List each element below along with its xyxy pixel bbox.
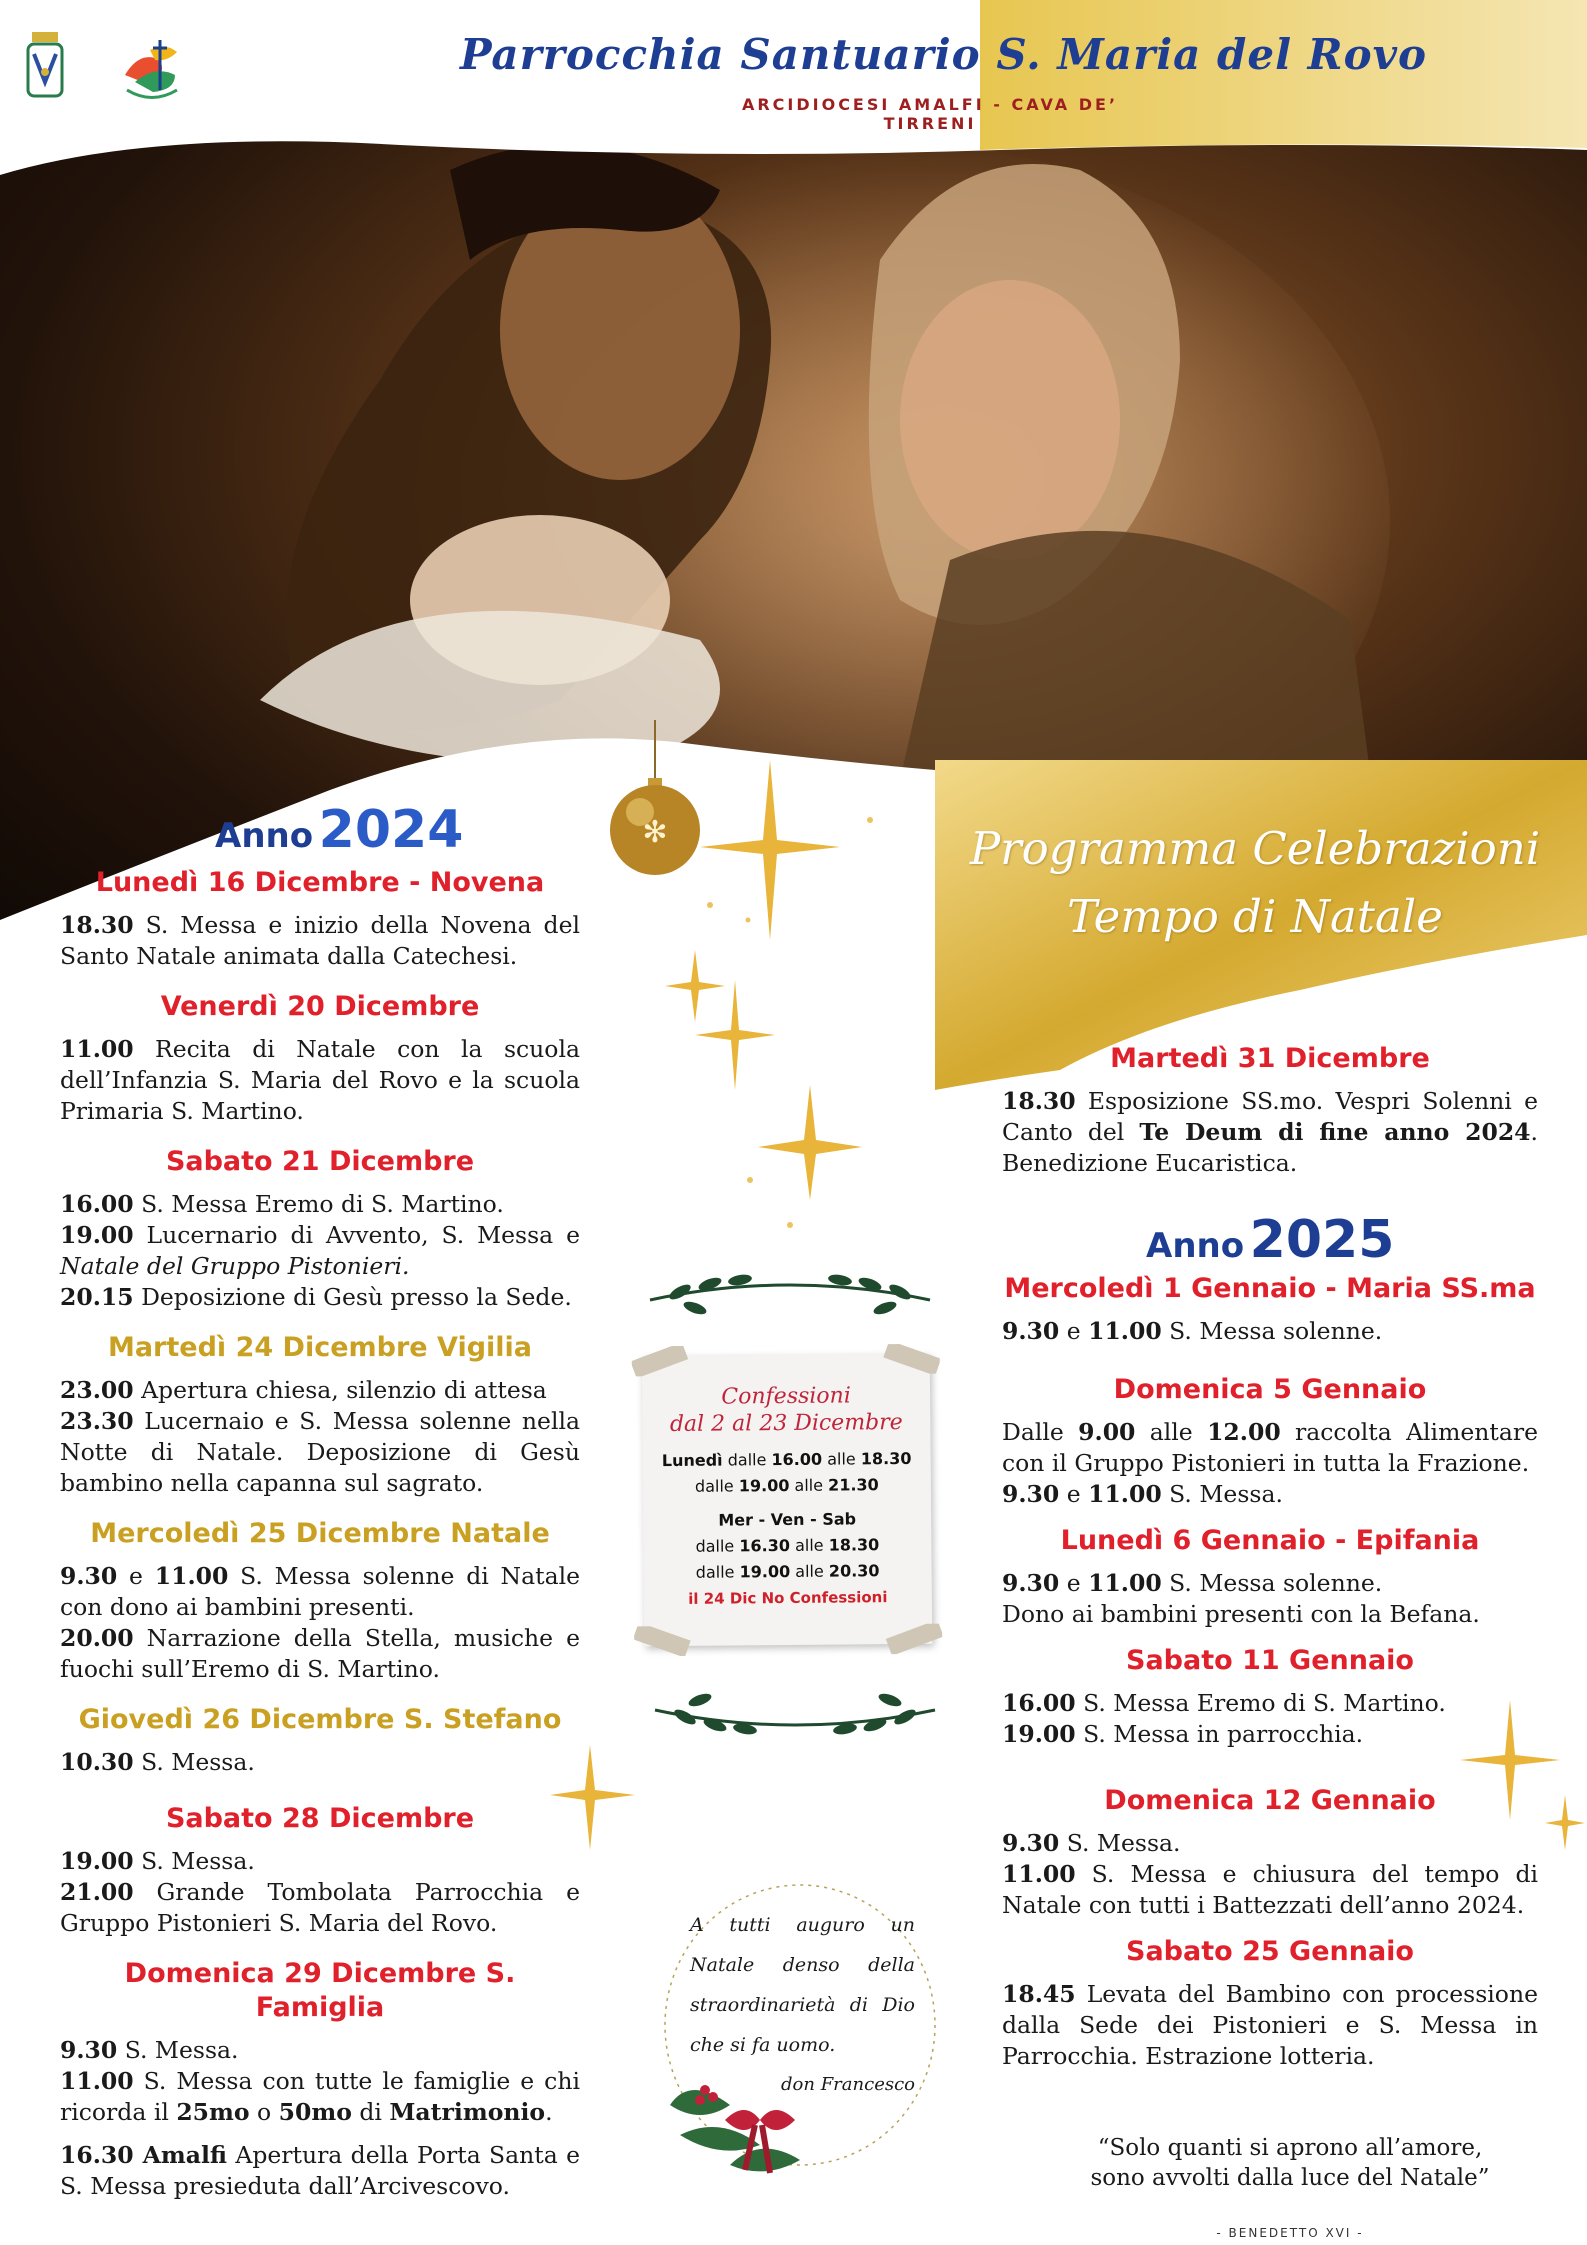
event-text: S. Messa e inizio della Novena del Santo Natale animata dalla Catechesi. [60,911,580,970]
wreath-signature: don Francesco [781,2074,915,2095]
parish-title: Parrocchia Santuario S. Maria del Rovo [459,30,1428,79]
star-icon [550,1745,640,1855]
event-body [1002,1828,1538,1921]
word-dalle: dalle [727,1450,767,1470]
event-time: 9.30 [60,1562,118,1590]
event-time: 11.00 [1088,1317,1162,1345]
event-time: 19.00 [60,1847,134,1875]
event-text: S. Messa Eremo di S. Martino. [1075,1689,1446,1717]
event-heading: Mercoledì 1 Gennaio - Maria SS.ma [1004,1273,1536,1304]
event-text: Lucernario di Avvento, S. Messa e [133,1221,580,1249]
event-text-bold: Amalfi [133,2141,227,2169]
wreath-message-text: A tutti auguro un Natale denso della straordinarietà di Dio che si fa uomo. [690,1914,915,2056]
event-heading: Martedì 24 Dicembre Vigilia [107,1332,533,1363]
event-text: Apertura della Porta Santa e S. Messa presieduta dall’Arcivescovo. [60,2141,580,2200]
tape-icon [882,1624,942,1655]
event-body [60,1747,580,1778]
event-time: 11.00 [60,2067,134,2095]
event-heading: Lunedì 16 Dicembre - Novena [95,867,545,898]
olive-branch-icon [640,1270,940,1325]
event-text: . [545,2098,553,2126]
event-time: 9.30 [60,2036,118,2064]
event-time: 9.30 [1002,1829,1060,1857]
event-text: S. Messa. [1059,1829,1181,1857]
event-body [1002,1688,1538,1750]
event-heading: Domenica 12 Gennaio [1104,1785,1436,1816]
event-text: S. Messa solenne di Natale con dono ai bambini presenti. [60,1562,580,1621]
year-word: Anno [215,816,314,856]
confession-monday-row-2 [643,1472,931,1501]
confession-note: il 24 Dic No Confessioni [688,1588,888,1608]
time-from: 16.00 [771,1449,823,1470]
event-time: 9.00 [1078,1418,1136,1446]
event-text: Lucernaio e S. Messa solenne nella Notte di Natale. Deposizione di Gesù bambino nella capanna sul sagrato. [60,1407,580,1497]
event-text: S. Messa. [117,2036,239,2064]
time-to: 20.30 [828,1561,880,1581]
time-from: 16.30 [739,1535,791,1556]
event-text: e [1059,1569,1089,1597]
schedule-2025-column [1002,1272,1538,2072]
event-text: Recita di Natale con la scuola dell’Infanzia S. Maria del Rovo e la scuola Primaria S. Martino. [60,1035,580,1125]
event-body [60,1375,580,1499]
year-number: 2024 [318,800,464,860]
event-text: alle [1135,1418,1208,1446]
confession-title-line1: Confessioni [721,1383,851,1410]
diocese-subtitle: ARCIDIOCESI AMALFI - CAVA DE’ TIRRENI [741,95,1119,133]
event-time: 11.00 [60,1035,134,1063]
event-text: S. Messa con tutte le famiglie e chi ricorda il [60,2067,580,2126]
wreath-message [690,1905,915,2105]
event-text: S. Messa. [133,1748,255,1776]
event-text: S. Messa Eremo di S. Martino. [133,1190,504,1218]
event-text: S. Messa. [1161,1480,1283,1508]
event-body [60,2035,580,2202]
tape-icon [880,1344,940,1375]
event-heading: Sabato 25 Gennaio [1126,1936,1414,1967]
event-time: 18.30 [60,911,134,939]
tape-icon [634,1626,694,1657]
confession-days-label: Mer - Ven - Sab [718,1509,857,1530]
event-time: 11.00 [1088,1480,1162,1508]
event-text: Dono ai bambini presenti con la Befana. [1002,1600,1480,1628]
year-word: Anno [1146,1226,1245,1266]
event-body [60,910,580,972]
event-text: Dalle [1002,1418,1079,1446]
event-text: S. Messa e chiusura del tempo di Natale con tutti i Battezzati dell’anno 2024. [1002,1860,1538,1919]
event-time: 18.45 [1002,1980,1076,2008]
word-alle: alle [795,1561,824,1581]
event-text: Levata del Bambino con processione dalla Sede dei Pistonieri e S. Messa in Parrocchia. Estrazione lotteria. [1002,1980,1538,2070]
year-2025-label [1146,1210,1394,1270]
schedule-right-top [1002,1030,1538,1179]
time-from: 19.00 [739,1561,791,1582]
time-to: 18.30 [828,1535,880,1555]
event-text-bold: 50mo [278,2098,352,2126]
time-to: 18.30 [860,1448,912,1469]
event-time: 19.00 [1002,1720,1076,1748]
event-text-bold: 25mo [176,2098,250,2126]
schedule-2024-column [60,862,580,2202]
event-time: 9.30 [1002,1317,1060,1345]
event-body [1002,1979,1538,2072]
quote-line2: sono avvolti dalla luce del Natale” [1090,2165,1490,2191]
event-time: 11.00 [1088,1569,1162,1597]
olive-branch-icon [645,1685,945,1740]
event-body [1002,1316,1538,1347]
event-text: . Benedizione Eucaristica. [1002,1118,1539,1177]
event-text: Apertura chiesa, silenzio di attesa [133,1376,547,1404]
event-body [60,1561,580,1685]
year-2024-label [215,800,463,860]
event-heading: Giovedì 26 Dicembre S. Stefano [78,1704,562,1735]
quote-line1: “Solo quanti si aprono all’amore, [1097,2135,1483,2161]
event-text: raccolta Alimentare con il Gruppo Pistonieri in tutta la Frazione. [1002,1418,1538,1477]
event-text: o [249,2098,279,2126]
event-text: S. Messa in parrocchia. [1075,1720,1364,1748]
event-time: 16.30 [60,2141,134,2169]
event-heading: Sabato 28 Dicembre [165,1803,475,1834]
event-text-bold: Te Deum di fine anno 2024 [1139,1118,1531,1146]
event-time: 20.15 [60,1283,134,1311]
event-text: Grande Tombolata Parrocchia e Gruppo Pistonieri S. Maria del Rovo. [60,1878,580,1937]
confession-mvs-row-1 [643,1532,931,1561]
event-text: di [351,2098,390,2126]
quote [1060,2133,1520,2193]
word-dalle: dalle [695,1536,735,1556]
word-alle: alle [794,1535,824,1555]
event-body [1002,1417,1538,1510]
event-text: Deposizione di Gesù presso la Sede. [133,1283,572,1311]
event-time: 18.30 [1002,1087,1076,1115]
event-body [1002,1086,1538,1179]
event-time: 9.30 [1002,1480,1060,1508]
confession-mvs-row-2 [644,1558,932,1587]
word-dalle: dalle [695,1562,735,1582]
event-heading: Venerdì 20 Dicembre [160,991,480,1022]
svg-text:✻: ✻ [642,815,668,850]
event-body [1002,1568,1538,1630]
word-alle: alle [794,1475,824,1495]
event-text: e [1059,1480,1089,1508]
event-time: 9.30 [1002,1569,1060,1597]
program-title-line1: Programma Celebrazioni [969,822,1541,875]
tape-icon [632,1346,692,1377]
word-alle: alle [827,1449,856,1469]
event-time: 16.00 [60,1190,134,1218]
word-dalle: dalle [694,1476,734,1496]
time-to: 21.30 [828,1475,879,1495]
event-text-italic: Natale del Gruppo Pistonieri. [60,1252,410,1280]
program-title [935,815,1575,951]
event-time: 23.00 [60,1376,134,1404]
event-heading: Sabato 21 Dicembre [165,1146,475,1177]
event-text: e [1059,1317,1089,1345]
confession-title-line2: dal 2 al 23 Dicembre [669,1409,903,1438]
confession-title [642,1382,930,1439]
event-text: Narrazione della Stella, musiche e fuochi sull’Eremo di S. Martino. [60,1624,580,1683]
event-time: 20.00 [60,1624,134,1652]
event-body [60,1034,580,1127]
event-heading: Lunedì 6 Gennaio - Epifania [1060,1525,1480,1556]
event-time: 11.00 [1002,1860,1076,1888]
event-text: S. Messa solenne. [1161,1317,1383,1345]
event-heading: Domenica 29 Dicembre S. Famiglia [124,1958,516,2023]
event-time: 11.00 [154,1562,229,1590]
day-label: Lunedì [661,1450,723,1471]
confession-card [642,1354,933,1647]
year-number: 2025 [1249,1210,1395,1270]
event-heading: Martedì 31 Dicembre [1110,1043,1430,1074]
event-heading: Domenica 5 Gennaio [1113,1374,1427,1405]
event-time: 21.00 [60,1878,134,1906]
stars-icon [1460,1700,1587,1860]
ornament-and-stars [600,720,1000,1250]
event-time: 10.30 [60,1748,134,1776]
event-text: S. Messa solenne. [1161,1569,1383,1597]
quote-author: - BENEDETTO XVI - [1216,2226,1364,2240]
event-text: S. Messa. [133,1847,255,1875]
event-time: 12.00 [1207,1418,1281,1446]
event-time: 19.00 [60,1221,134,1249]
event-body [60,1189,580,1313]
program-title-line2: Tempo di Natale [1067,890,1443,943]
time-from: 19.00 [738,1475,790,1496]
event-body [60,1846,580,1939]
event-heading: Sabato 11 Gennaio [1126,1645,1414,1676]
confession-monday-row-1 [643,1446,931,1475]
event-text: e [117,1562,155,1590]
event-text-bold: Matrimonio [389,2098,546,2126]
event-heading: Mercoledì 25 Dicembre Natale [90,1518,550,1549]
event-time: 16.00 [1002,1689,1076,1717]
event-time: 23.30 [60,1407,134,1435]
event-text: Esposizione SS.mo. Vespri Solenni e Canto del [1002,1087,1538,1146]
